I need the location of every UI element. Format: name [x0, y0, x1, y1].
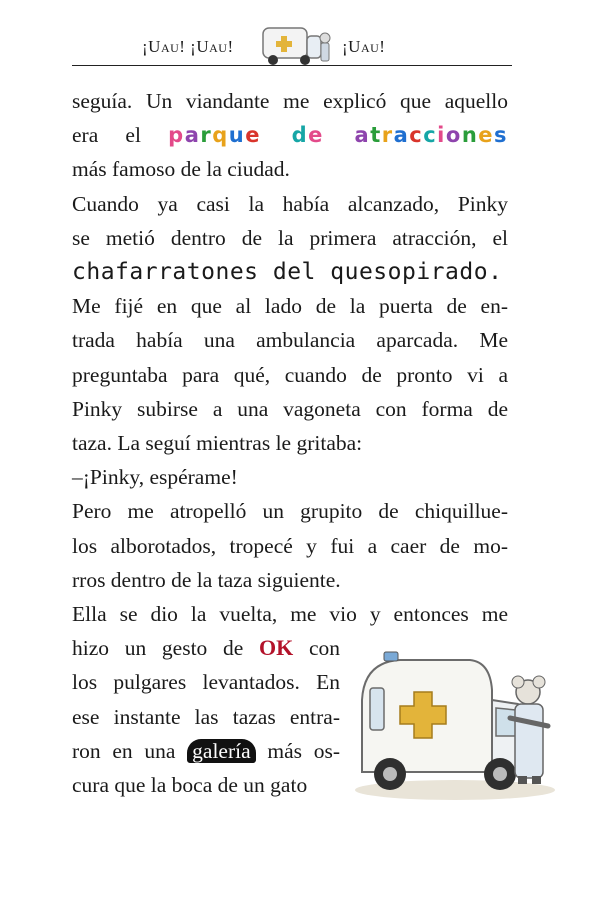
chafarratones-handwritten-text: chafarratones del quesopirado.	[72, 259, 503, 286]
text-line: trada había una ambulancia aparcada. Me	[72, 328, 508, 353]
colorful-letter: o	[445, 123, 462, 148]
colorful-letter: p	[168, 123, 185, 148]
text-line: taza. La seguí mientras le gritaba:	[72, 431, 363, 456]
colorful-letter: d	[291, 123, 309, 148]
header-left-title: ¡Uau! ¡Uau!	[142, 37, 234, 56]
ok-highlight: OK	[259, 635, 294, 661]
colorful-letter	[324, 123, 355, 147]
text-line: Pero me atropelló un grupito de chiquillue-	[72, 499, 508, 524]
text-fragment: con	[308, 636, 340, 661]
colorful-letter: u	[228, 123, 246, 148]
running-header	[72, 18, 512, 68]
colorful-letter: a	[393, 123, 410, 148]
colorful-letter: i	[437, 123, 446, 148]
text-line: ese instante las tazas entra-	[72, 704, 340, 729]
header-right-title: ¡Uau!	[342, 37, 386, 56]
colorful-letter: a	[354, 123, 371, 148]
colorful-letter: c	[423, 123, 438, 148]
ambulance-thumbnail-icon	[257, 20, 335, 68]
colorful-letter: t	[370, 123, 382, 148]
text-line: Pinky subirse a una vagoneta con forma de	[72, 396, 508, 421]
colorful-letter: r	[381, 123, 394, 148]
text-fragment: más os-	[267, 738, 341, 763]
text-line	[72, 734, 340, 768]
text-line: seguía. Un viandante me explicó que aquello	[72, 89, 508, 113]
parque-de-atracciones-colorful-text	[168, 123, 508, 147]
colorful-letter: e	[308, 123, 324, 148]
colorful-letter: r	[200, 123, 213, 148]
text-line-colorful	[72, 118, 508, 152]
colorful-letter	[261, 123, 292, 147]
dialogue-line: –¡Pinky, espérame!	[72, 465, 238, 490]
text-line: se metió dentro de la primera atracción, el	[72, 225, 508, 250]
text-line: rros dentro de la taza siguiente.	[72, 567, 341, 592]
text-line: los pulgares levantados. En	[72, 670, 340, 695]
text-line: más famoso de la ciudad.	[72, 157, 290, 182]
text-line: Me fijé en que al lado de la puerta de en-	[72, 294, 508, 319]
text-line	[72, 631, 340, 665]
text-fragment: hizo un gesto de	[72, 636, 244, 661]
text-line: cura que la boca de un gato	[72, 773, 308, 798]
ambulance-with-mouse-nurse-illustration	[350, 640, 560, 810]
text-fragment: era el	[72, 123, 141, 148]
colorful-letter: q	[212, 123, 229, 148]
colorful-letter: e	[478, 123, 495, 148]
text-fragment: ron en una	[72, 738, 176, 763]
header-rule	[72, 65, 512, 66]
text-line: Cuando ya casi la había alcanzado, Pinky	[72, 191, 508, 216]
text-line: Ella se dio la vuelta, me vio y entonces me	[72, 602, 508, 627]
text-line: preguntaba para qué, cuando de pronto vi a	[72, 362, 508, 387]
colorful-letter: e	[245, 123, 261, 148]
colorful-letter: n	[461, 123, 479, 148]
text-line: los alborotados, tropecé y fui a caer de mo-	[72, 533, 508, 558]
colorful-letter: a	[184, 123, 201, 148]
colorful-letter: c	[409, 123, 424, 148]
colorful-letter: s	[494, 123, 509, 148]
galeria-dark-highlight: galería	[187, 739, 256, 763]
